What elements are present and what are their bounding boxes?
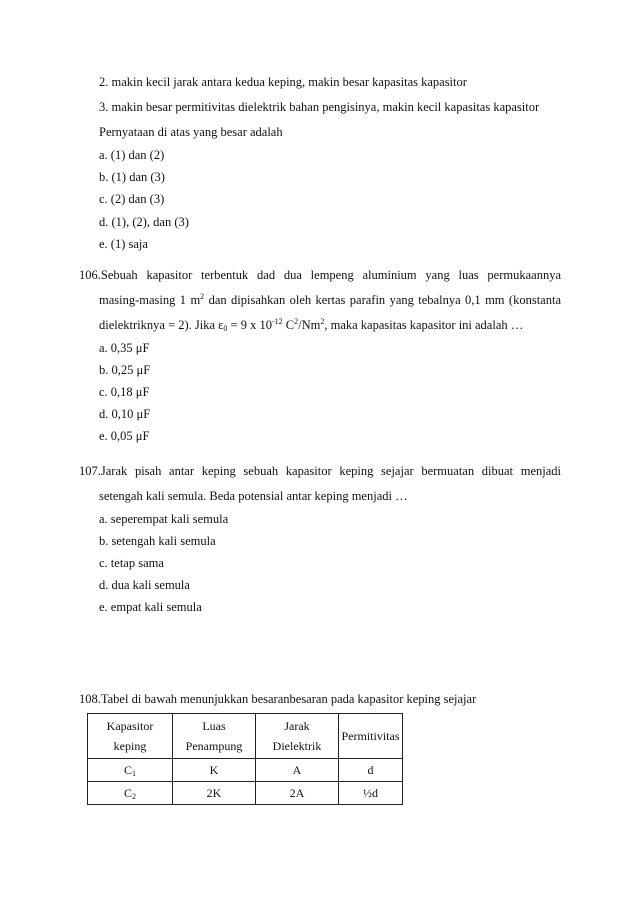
q106-line-3 (99, 317, 523, 333)
header-jarak-l2: Dielektrik (272, 739, 322, 753)
q106-line-3-a: dielektriknya = 2). Jika ε (99, 318, 224, 332)
q106-line-2-a: masing-masing 1 m (99, 293, 201, 307)
q106-line-3-sub: 0 (223, 324, 228, 333)
q107-option-a: a. seperempat kali semula (99, 512, 229, 526)
cell-luas: K (173, 759, 256, 782)
cell-permitivitas: ½d (339, 782, 403, 805)
cell-kapasitor (88, 759, 173, 782)
cell-permitivitas: d (339, 759, 403, 782)
statement-3: 3. makin besar permitivitas dielektrik bahan pengisinya, makin kecil kapasitas kapasitor (99, 100, 540, 114)
q106-line-3-b: = 9 x 10 (227, 318, 272, 332)
header-luas (173, 714, 256, 759)
table-header-row (88, 714, 403, 759)
q107-line-2: setengah kali semula. Beda potensial antar keping menjadi … (99, 489, 408, 503)
q106-option-d: d. 0,10 μF (99, 407, 151, 421)
cell-luas: 2K (173, 782, 256, 805)
q108-intro: 108.Tabel di bawah menunjukkan besaranbesaran pada kapasitor keping sejajar (79, 692, 477, 706)
cell-kapasitor-sub: 1 (132, 768, 136, 778)
q106-line-1: 106.Sebuah kapasitor terbentuk dad dua lempeng aluminium yang luas permukaannya (79, 268, 561, 282)
option-d: d. (1), (2), dan (3) (99, 215, 189, 229)
q106-line-3-c: C (282, 318, 295, 332)
option-e: e. (1) saja (99, 237, 148, 251)
q107-option-b: b. setengah kali semula (99, 534, 216, 548)
q106-line-3-d: /Nm (298, 318, 321, 332)
header-luas-l2: Penampung (185, 739, 243, 753)
header-jarak (256, 714, 339, 759)
q107-option-d: d. dua kali semula (99, 578, 190, 592)
q106-option-e: e. 0,05 μF (99, 429, 150, 443)
statement-2: 2. makin kecil jarak antara kedua keping, makin besar kapasitas kapasitor (99, 75, 467, 89)
q107-option-c: c. tetap sama (99, 556, 164, 570)
q106-line-3-sup1: 2 (294, 317, 299, 326)
q106-line-2 (99, 292, 561, 308)
header-jarak-l1: Jarak (284, 719, 310, 733)
cell-kapasitor (88, 782, 173, 805)
cell-kapasitor-sub: 2 (132, 791, 136, 801)
header-permitivitas (339, 714, 403, 759)
q106-option-b: b. 0,25 μF (99, 363, 151, 377)
q106-line-2-b: dan dipisahkan oleh kertas parafin yang tebalnya 0,1 mm (konstanta (204, 293, 561, 307)
header-luas-l1: Luas (202, 719, 226, 733)
table-row (88, 759, 403, 782)
q106-option-c: c. 0,18 μF (99, 385, 150, 399)
q106-line-3-exp: -12 (271, 317, 283, 326)
header-kapasitor (88, 714, 173, 759)
q107-line-1: 107.Jarak pisah antar keping sebuah kapasitor keping sejajar bermuatan dibuat menjadi (79, 464, 561, 478)
cell-jarak: A (256, 759, 339, 782)
header-permitivitas-l1: Permitivitas (341, 729, 400, 743)
header-kapasitor-l1: Kapasitor (106, 719, 154, 733)
q106-option-a: a. 0,35 μF (99, 341, 150, 355)
option-c: c. (2) dan (3) (99, 192, 165, 206)
cell-jarak: 2A (256, 782, 339, 805)
header-kapasitor-l2: keping (113, 739, 147, 753)
option-b: b. (1) dan (3) (99, 170, 165, 184)
q106-line-3-e: , maka kapasitas kapasitor ini adalah … (324, 318, 524, 332)
q107-option-e: e. empat kali semula (99, 600, 202, 614)
capacitor-table (87, 713, 403, 805)
q106-line-2-sup: 2 (200, 292, 205, 301)
cell-kapasitor-name: C (123, 762, 132, 777)
cell-kapasitor-name: C (123, 785, 132, 800)
question-prompt: Pernyataan di atas yang besar adalah (99, 125, 283, 139)
option-a: a. (1) dan (2) (99, 148, 165, 162)
table-row (88, 782, 403, 805)
q106-line-3-sup2: 2 (320, 317, 325, 326)
